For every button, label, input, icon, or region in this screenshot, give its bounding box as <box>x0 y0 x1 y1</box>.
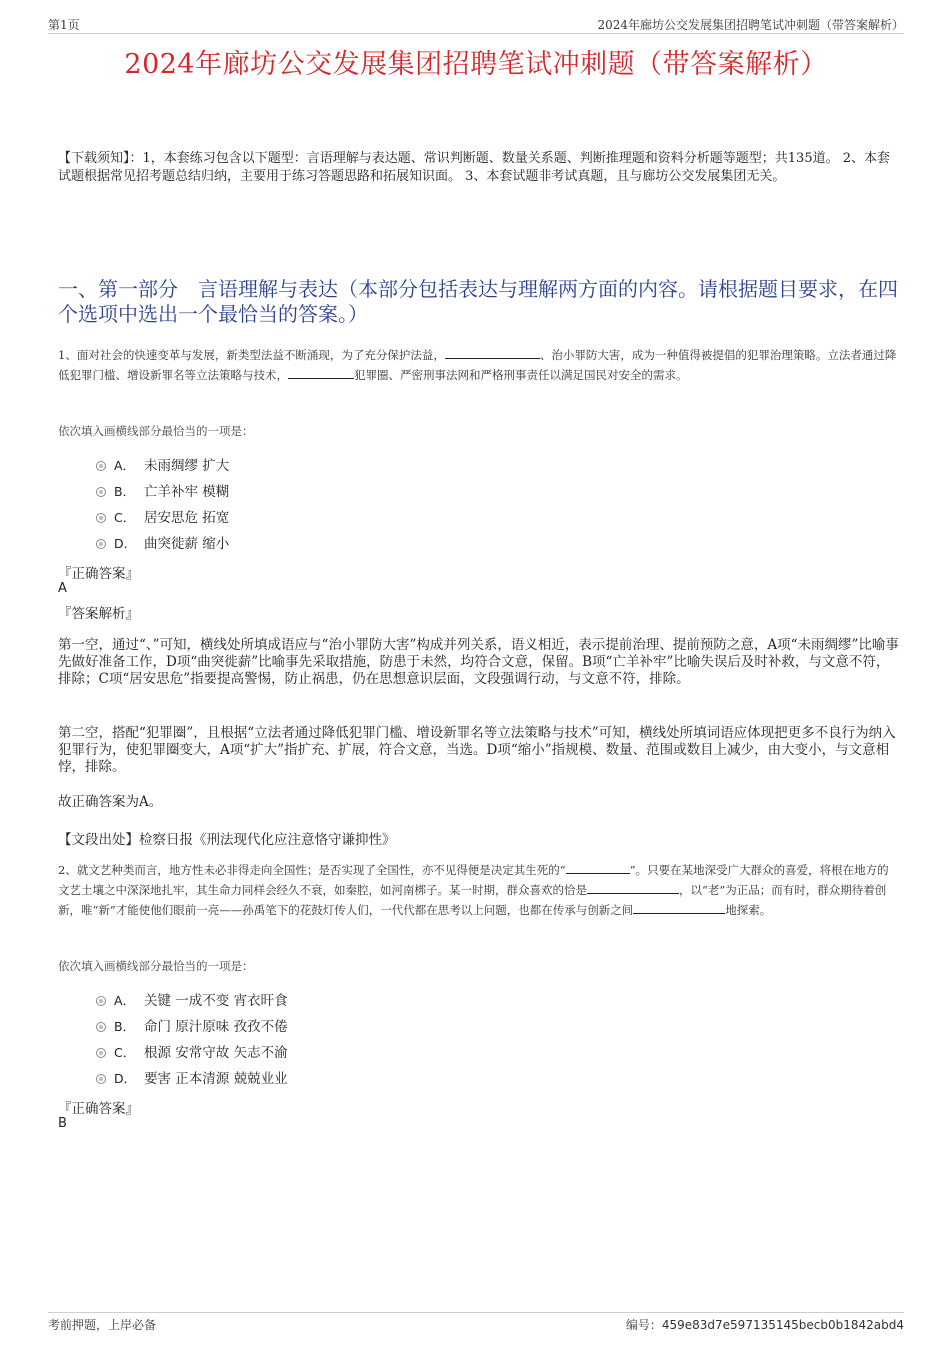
question-1-text <box>58 345 900 385</box>
question-1-prompt: 依次填入画横线部分最恰当的一项是： <box>58 424 254 438</box>
question-1-option-c[interactable]: C． 居安思危 拓宽 <box>96 508 229 528</box>
page-footer <box>48 1312 904 1334</box>
question-2-prompt: 依次填入画横线部分最恰当的一项是： <box>58 959 254 973</box>
page-title: 2024年廊坊公交发展集团招聘笔试冲刺题（带答案解析） <box>124 49 828 80</box>
analysis-paragraph: 第一空，通过“、”可知，横线处所填成语应与“治小罪防大害”构成并列关系，语义相近，表示提前治理、提前预防之意，A项“未雨绸缪”比喻事先做好准备工作，D项“曲突徙薪”比喻事先采取措施，防患于未然，均符合文意，保留。B项“亡羊补牢”比喻失误后及时补救，与文意不符，排除；C项“居安思危”指要提高警惕，防止祸患，仍在思想意识层面，文段强调行动，与文意不符，排除。 <box>58 637 899 687</box>
question-2-part-4: 地探索。 <box>725 903 772 917</box>
page-header <box>48 14 904 34</box>
question-2-part-1: 2、就文艺种类而言，地方性未必非得走向全国性；是否实现了全国性，亦不见得便是决定其生死的“ <box>58 863 566 877</box>
correct-answer: B <box>58 1116 67 1131</box>
answer-blank <box>288 367 354 379</box>
correct-answer: A <box>58 581 67 596</box>
question-2-option-b[interactable]: B． 命门 原汁原味 孜孜不倦 <box>96 1017 288 1037</box>
page-number: 第1页 <box>48 18 80 32</box>
radio-icon[interactable] <box>96 461 106 471</box>
answer-label: 『正确答案』 <box>58 566 139 582</box>
question-2-option-d[interactable]: D． 要害 正本清源 兢兢业业 <box>96 1069 288 1089</box>
radio-icon[interactable] <box>96 1022 106 1032</box>
header-doc-title: 2024年廊坊公交发展集团招聘笔试冲刺题（带答案解析） <box>597 18 904 32</box>
radio-icon[interactable] <box>96 487 106 497</box>
answer-blank <box>633 902 725 914</box>
question-2-option-c[interactable]: C． 根源 安常守故 矢志不渝 <box>96 1043 288 1063</box>
download-notice: 【下载须知】：1，本套练习包含以下题型：言语理解与表达题、常识判断题、数量关系题、判断推理题和资料分析题等题型；共135道。 2、本套试题根据常见招考题总结归纳，主要用于练习答题思路和拓展知识面。 3、本套试题非考试真题，且与廊坊公交发展集团无关。 <box>58 151 890 184</box>
question-2-text <box>58 860 900 920</box>
question-1-part-3: 犯罪圈、严密刑事法网和严格刑事责任以满足国民对安全的需求。 <box>354 368 688 382</box>
question-2-option-a[interactable]: A． 关键 一成不变 宵衣旰食 <box>96 991 288 1011</box>
radio-icon[interactable] <box>96 1074 106 1084</box>
question-1-option-d[interactable]: D． 曲突徙薪 缩小 <box>96 534 229 554</box>
answer-blank <box>587 882 679 894</box>
question-2-part-3: ，以“老”为正品；而有时，群众期待着创新，唯“新”才能使他们眼前一亮——孙禹笔下的花鼓灯传人们，一代代都在思考以上问题，也都在传承与创新之间 <box>58 883 887 917</box>
analysis-conclusion: 故正确答案为A。 <box>58 794 163 810</box>
question-1-part-2: 、治小罪防大害，成为一种值得被提倡的犯罪治理策略。立法者通过降低犯罪门槛、增设新罪名等立法策略与技术， <box>58 348 897 382</box>
question-1-option-b[interactable]: B． 亡羊补牢 模糊 <box>96 482 229 502</box>
document-code: 编号：459e83d7e597135145becb0b1842abd4 <box>625 1318 904 1332</box>
footer-slogan: 考前押题，上岸必备 <box>48 1318 157 1332</box>
question-1-part-1: 1、面对社会的快速变革与发展，新类型法益不断涌现，为了充分保护法益， <box>58 348 445 362</box>
answer-blank <box>566 862 630 874</box>
radio-icon[interactable] <box>96 1048 106 1058</box>
question-2-part-2: ”。只要在某地深受广大群众的喜爱，将根在地方的文艺土壤之中深深地扎牢，其生命力同样会经久不衰，如秦腔，如河南梆子。某一时期，群众喜欢的恰是 <box>58 863 889 897</box>
answer-label: 『正确答案』 <box>58 1101 139 1117</box>
analysis-label: 『答案解析』 <box>58 606 139 622</box>
section-heading: 一、第一部分 言语理解与表达（本部分包括表达与理解两方面的内容。请根据题目要求，在四个选项中选出一个最恰当的答案。） <box>58 277 898 326</box>
question-1-option-a[interactable]: A． 未雨绸缪 扩大 <box>96 456 229 476</box>
radio-icon[interactable] <box>96 996 106 1006</box>
radio-icon[interactable] <box>96 513 106 523</box>
answer-blank <box>445 347 540 359</box>
analysis-paragraph: 第二空，搭配“犯罪圈”，且根据“立法者通过降低犯罪门槛、增设新罪名等立法策略与技术”可知，横线处所填词语应体现把更多不良行为纳入犯罪行为，使犯罪圈变大，A项“扩大”指扩充、扩展，符合文意，当选。D项“缩小”指规模、数量、范围或数目上减少，由大变小，与文意相悖，排除。 <box>58 725 896 775</box>
radio-icon[interactable] <box>96 539 106 549</box>
passage-source: 【文段出处】检察日报《刑法现代化应注意恪守谦抑性》 <box>58 832 396 848</box>
